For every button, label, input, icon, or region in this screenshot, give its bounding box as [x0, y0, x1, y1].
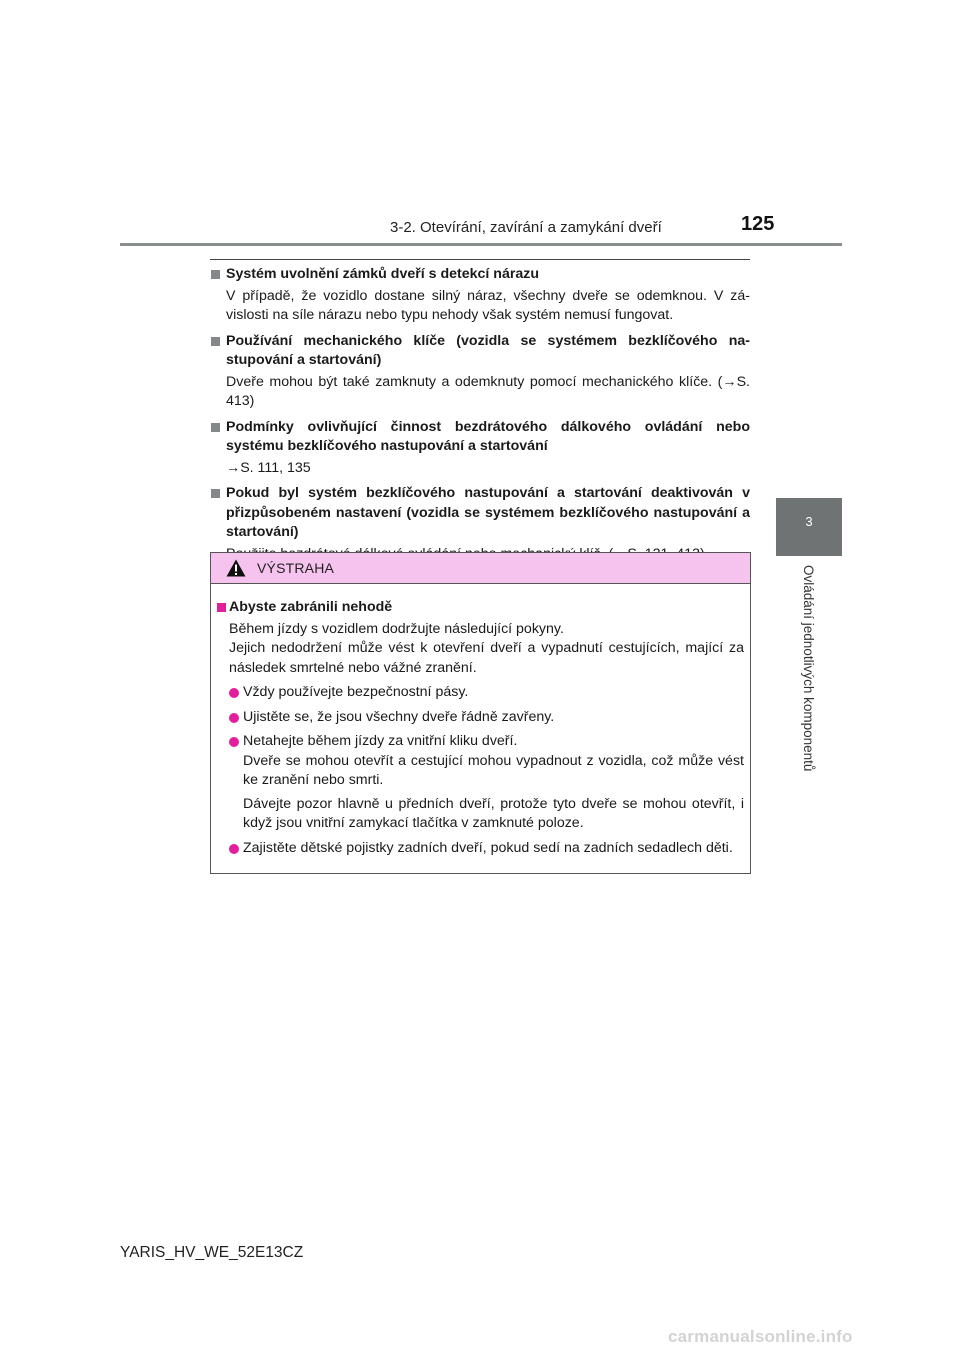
warning-bullet-extra: Dávejte pozor hlavně u předních dveří, protože tyto dveře se mohou otevřít, i když jsou vnitřní zamykací tlačítka v zamknuté poloze. — [243, 795, 744, 831]
item-body: →S. 111, 135 — [226, 459, 311, 476]
round-bullet-icon — [229, 713, 239, 723]
item-body: Dveře mohou být také zamknuty a odemknuty pomocí mechanického klíče. (→S. 413) — [226, 373, 750, 409]
square-bullet-icon — [217, 603, 226, 612]
warning-triangle-icon — [226, 559, 246, 577]
warning-body — [211, 584, 750, 858]
warning-header — [211, 553, 750, 584]
item-body: V případě, že vozidlo dostane silný náraz, všechny dveře se odemknou. V závislosti na síle nárazu nebo typu nehody však systém nemusí fungovat. — [226, 287, 750, 323]
item-title: Podmínky ovlivňující činnost bezdrátového dálkového ovládání nebo systému bezklíčového nastupování a startování — [210, 418, 750, 457]
warning-title: Abyste zabránili nehodě — [217, 598, 744, 618]
round-bullet-icon — [229, 844, 239, 854]
warning-bullet: Ujistěte se, že jsou všechny dveře řádně zavřeny. — [217, 708, 744, 728]
item-title: Systém uvolnění zámků dveří s detekcí nárazu — [210, 265, 750, 285]
info-item — [210, 265, 750, 326]
warning-bullet: Zajistěte dětské pojistky zadních dveří, pokud sedí na zadních sedadlech děti. — [217, 839, 744, 859]
chapter-title: Ovládání jednotlivých komponentů — [801, 565, 816, 772]
item-title: Pokud byl systém bezklíčového nastupování a startování deaktivován v přizpůsobeném nastavení (vozidla se systémem bezklíčového nastupování a startování) — [210, 484, 750, 543]
main-content — [210, 265, 750, 570]
header-rule — [120, 243, 842, 246]
chapter-tab — [776, 498, 842, 556]
content-rule — [210, 259, 750, 260]
section-title: 3-2. Otevírání, zavírání a zamykání dveří — [390, 219, 662, 236]
watermark: carmanualsonline.info — [668, 1327, 853, 1346]
warning-bullet: Vždy používejte bezpečnostní pásy. — [217, 683, 744, 703]
info-item — [210, 418, 750, 479]
item-title: Používání mechanického klíče (vozidla se systémem bezklíčového nastupování a startování) — [210, 332, 750, 371]
warning-box — [210, 552, 751, 874]
warning-intro-2: Jejich nedodržení může vést k otevření dveří a vypadnutí cestujících, mající za následek smrtelné nebo vážné zranění. — [229, 640, 744, 676]
square-bullet-icon — [211, 337, 220, 346]
round-bullet-icon — [229, 688, 239, 698]
info-item — [210, 332, 750, 412]
square-bullet-icon — [211, 270, 220, 279]
square-bullet-icon — [211, 489, 220, 498]
square-bullet-icon — [211, 423, 220, 432]
chapter-number: 3 — [805, 514, 813, 529]
warning-label: VÝSTRAHA — [257, 560, 335, 576]
round-bullet-icon — [229, 737, 239, 747]
warning-bullet: Netahejte během jízdy za vnitřní kliku dveří. Dveře se mohou otevřít a cestující mohou vypadnout z vozidla, což může vést ke zranění nebo smrti. — [217, 732, 744, 791]
document-code: YARIS_HV_WE_52E13CZ — [120, 1244, 304, 1261]
page-number: 125 — [741, 213, 775, 235]
warning-intro: Během jízdy s vozidlem dodržujte následující pokyny. — [229, 620, 564, 637]
